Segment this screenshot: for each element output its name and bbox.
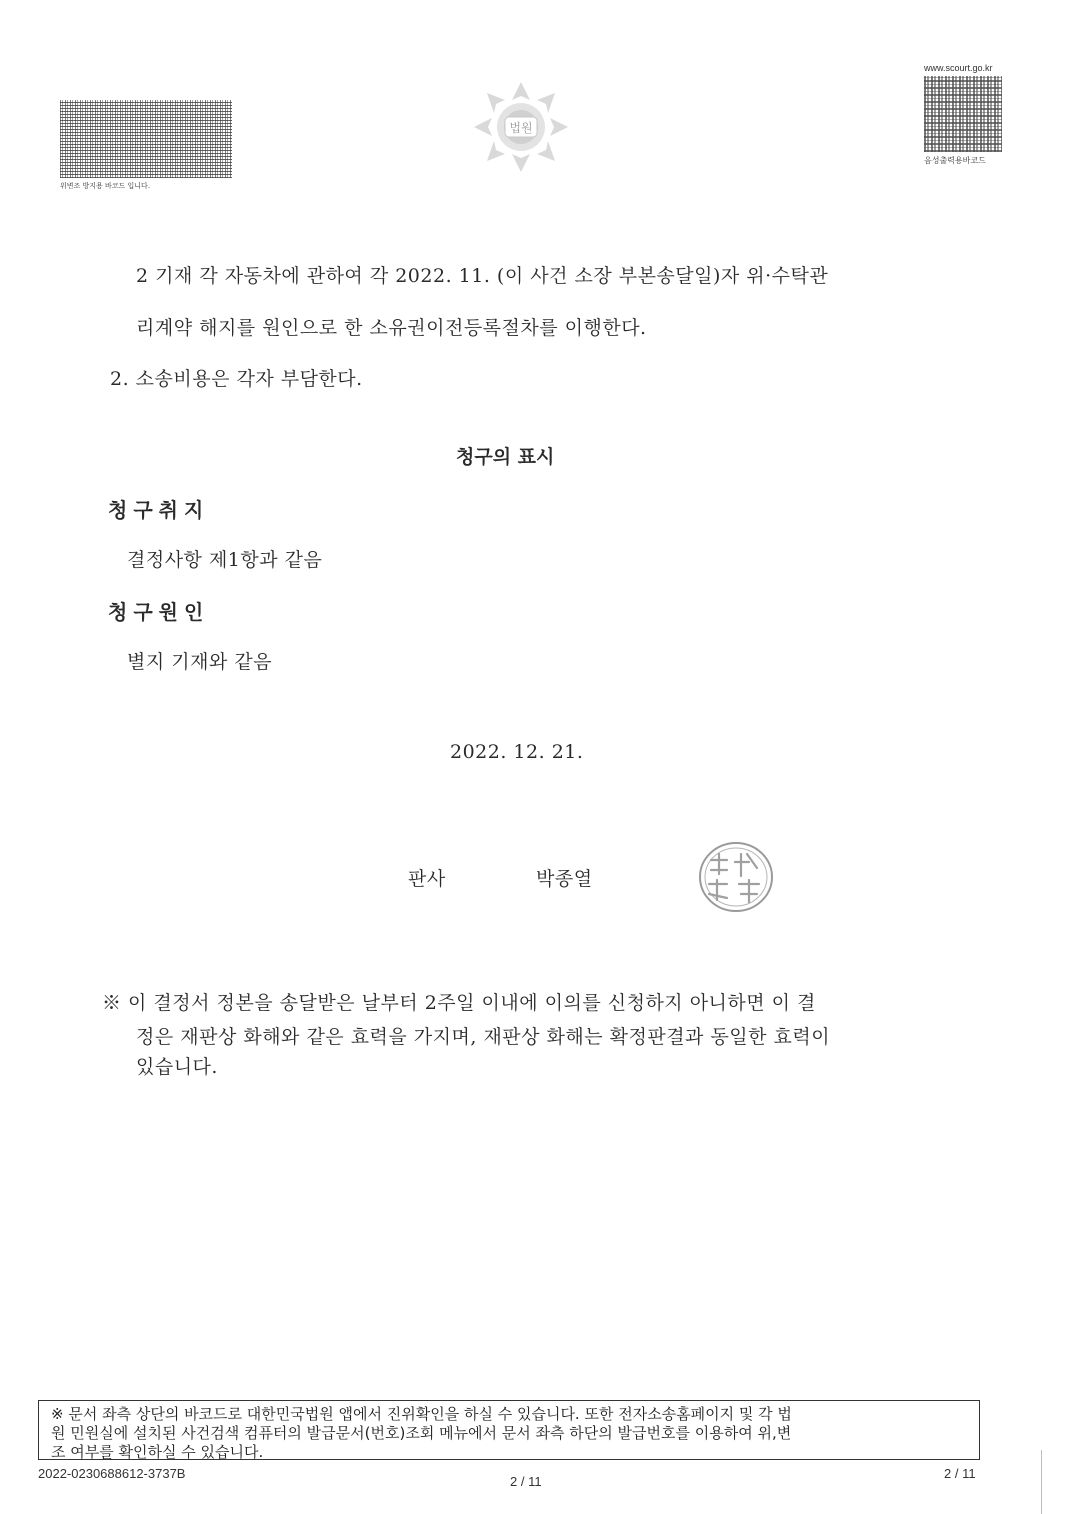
claim-cause-text: 별지 기재와 같음: [127, 651, 273, 673]
verification-notice-line-1: ※ 문서 좌측 상단의 바코드로 대한민국법원 앱에서 진위확인을 하실 수 있습니다. 또한 전자소송홈페이지 및 각 법: [51, 1405, 792, 1423]
notice-line-2: 정은 재판상 화해와 같은 효력을 가지며, 재판상 화해는 확정판결과 동일한 효력이: [136, 1026, 831, 1048]
decision-text-line-1: 2 기재 각 자동차에 관하여 각 2022. 11. (이 사건 소장 부본송달일)자 위·수탁관: [136, 265, 829, 287]
verification-notice-box: [38, 1400, 980, 1460]
decision-date: 2022. 12. 21.: [450, 741, 584, 763]
scan-edge-line: [1041, 1450, 1042, 1514]
verification-notice-line-3: 조 여부를 확인하실 수 있습니다.: [51, 1443, 264, 1461]
judge-name: 박종열: [536, 868, 593, 890]
emblem-text: 법원: [509, 121, 533, 135]
qr-caption-top: www.scourt.go.kr: [924, 63, 993, 73]
page-number-right: 2 / 11: [944, 1466, 976, 1481]
decision-text-line-2: 리계약 해지를 원인으로 한 소유권이전등록절차를 이행한다.: [136, 317, 647, 339]
verification-notice-line-2: 원 민원실에 설치된 사건검색 컴퓨터의 발급문서(번호)조회 메뉴에서 문서 좌측 하단의 발급번호를 이용하여 위,변: [51, 1424, 792, 1442]
claim-cause-heading: 청구원인: [108, 600, 210, 624]
claim-purpose-text: 결정사항 제1항과 같음: [127, 549, 323, 571]
judge-seal-stamp-icon: [697, 840, 775, 914]
decision-text-line-3: 2. 소송비용은 각자 부담한다.: [110, 368, 363, 390]
notice-line-3: 있습니다.: [136, 1056, 218, 1078]
anti-forgery-barcode: [60, 100, 232, 178]
court-emblem-icon: [472, 80, 570, 174]
claim-purpose-heading: 청구취지: [108, 498, 210, 522]
section-title: 청구의 표시: [456, 446, 555, 468]
qr-caption-bottom: 음성출력용바코드: [924, 156, 986, 165]
judge-title: 판사: [408, 868, 446, 890]
page-number-center: 2 / 11: [510, 1474, 542, 1489]
voice-output-qr-code: [924, 76, 1002, 152]
issue-number: 2022-0230688612-3737B: [38, 1466, 186, 1481]
notice-line-1: ※ 이 결정서 정본을 송달받은 날부터 2주일 이내에 이의를 신청하지 아니하면 이 결: [102, 992, 816, 1014]
barcode-caption: 위변조 방지용 바코드 입니다.: [60, 182, 151, 190]
